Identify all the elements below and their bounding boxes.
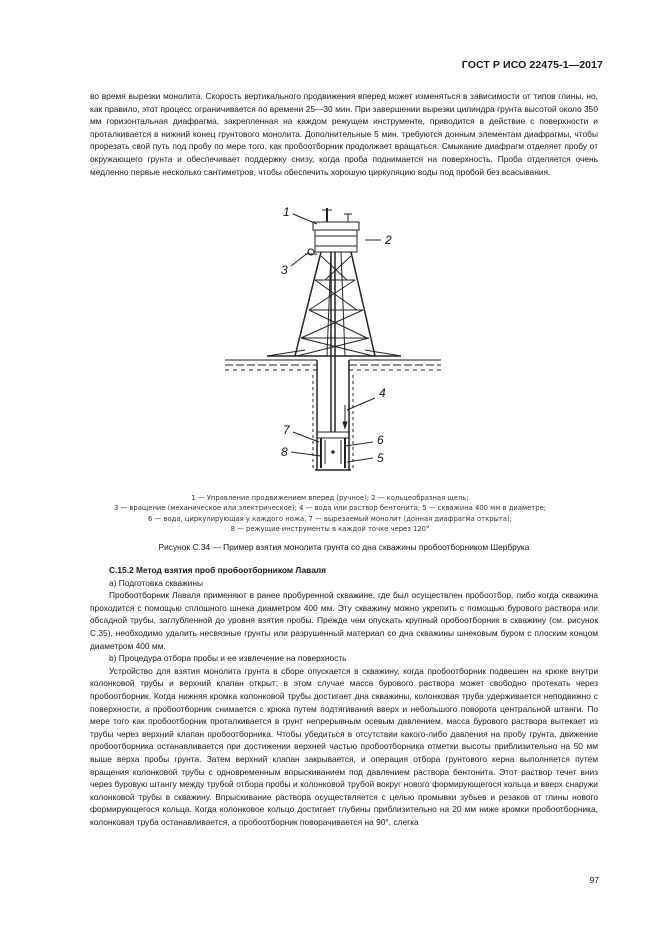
figure-label-5: 5	[377, 451, 384, 465]
sherbrooke-sampler-drawing	[205, 200, 455, 482]
intro-text: во время вырезки монолита. Скорость вертикального продвижения вперед может изменяться в зависимости от типов глины, но, как правило, этот процесс ограничивается по времени 25—30 мин. При завершении вырезки цилиндра грунта высотой около 350 мм горизонтальная диафрагма, закрепленная на каждом режущем инструменте, приводится в действие с поверхности и проталкивается в нижний конец грунтового монолита. Дополнительные 5 мин. требуются донным элементам диафрагмы, чтобы прорезать свой путь под пробу по мере того, как пробоотборник продолжает вращаться. Смыкание диафрагм отделяет пробу от окружающего грунта и обеспечивает поддержку снизу, когда проба поднимается на поверхность. Проба отделяется очень медленно первые несколько сантиметров, чтобы обеспечить хорошую циркуляцию воды под пробой без всасывания.	[90, 91, 598, 177]
section-c-15-2	[90, 564, 598, 828]
legend-line: 8 — режущие инструменты в каждой точке через 120°	[230, 525, 430, 534]
figure-label-3: 3	[281, 263, 288, 277]
subsection-a-text: Пробоотборник Лаваля применяют в ранее пробуренной скважине, где был осуществлен пробоотбор, либо когда скважина проходится с помощью сплошного шнека диаметром 400 мм. Эту скважину можно укрепить с помощью бурового раствора или обсадной трубы, заглубленной до уровня взятия пробы. Прежде чем опускать крупный пробоотборник в скважину (см. рисунок С.35), необходимо удалить несвязные грунты или разрушенный материал со дна скважины шнековым буром с плоским концом диаметром 400 мм.	[90, 590, 598, 651]
figure-label-8: 8	[281, 445, 288, 459]
page-number: 97	[589, 875, 599, 885]
sampler-figure	[205, 200, 455, 482]
document-code: ГОСТ Р ИСО 22475-1—2017	[461, 59, 603, 71]
figure-label-7: 7	[283, 423, 290, 437]
subsection-b-title: b) Процедура отбора пробы и ее извлечение на поверхность	[109, 653, 347, 664]
figure-label-1: 1	[283, 205, 290, 219]
legend-line: 3 — вращение (механическое или электрическое); 4 — вода или раствор бентонита; 5 — скважина 400 мм в диаметре;	[113, 504, 547, 513]
legend-line: 6 — вода, циркулирующая у каждого ножа, 7 — вырезаемый монолит (донная диафрагма открыта);	[148, 514, 512, 523]
subsection-a-title: а) Подготовка скважины	[109, 577, 203, 588]
subsection-b-text: Устройство для взятия монолита грунта в сборе опускается в скважину, когда пробоотборник подвешен на крюке внутри колонковой трубы и верхний клапан открыт; в этом случае масса бурового раствора может свободно протекать через пробоотборник. Когда нижняя кромка колонковой трубы достигает дна скважины, колонковая труба удерживается неподвижно с поверхности, а пробоотборник снимается с крюка путем подтягивания вверх и небольшого поворота центральной штанги. По мере того как пробоотборник проталкивается в грунт непрерывным осевым давлением, масса бурового раствора вытекает из трубы через верхний клапан пробоотборника. Чтобы убедиться в отсутствии какого-либо давления на пробу грунта, движение пробоотборника останавливается при достижении верхней частью пробоотборника отметки высоты приблизительно на 50 мм выше верха пробы грунта. Затем верхний клапан закрывается, и операция отбора грунтового керна выполняется путем вращения колонковой трубы с одновременным впрыскиванием под давлением раствора бентонита. Этот раствор течет вниз через буровую штангу между трубой отбора пробы и колонковой трубой вокруг нового формирующегося кольца и вверх снаружи колонковой трубы в скважину. Впрыскивание раствора осуществляется с целью промывки зубьев и резаков от глины нового формирующегося кольца. Когда колонковое кольцо достигает глубины приблизительно на 20 мм ниже кромки пробоотборника, колонковая труба останавливается, а пробоотборник поворачивается на 90°, слегка	[90, 665, 598, 827]
figure-caption: Рисунок С.34 — Пример взятия монолита грунта со дна скважины пробоотборником Шербрука	[158, 542, 530, 552]
figure-label-2: 2	[385, 233, 392, 247]
figure-label-6: 6	[377, 433, 384, 447]
figure-label-4: 4	[379, 386, 386, 400]
figure-legend	[80, 493, 580, 535]
section-heading: С.15.2 Метод взятия проб пробоотборником Лаваля	[109, 565, 327, 575]
legend-line: 1 — Управление продвижением вперед (ручное); 2 — кольцеобразная щель;	[191, 494, 469, 502]
intro-paragraph	[90, 90, 598, 178]
